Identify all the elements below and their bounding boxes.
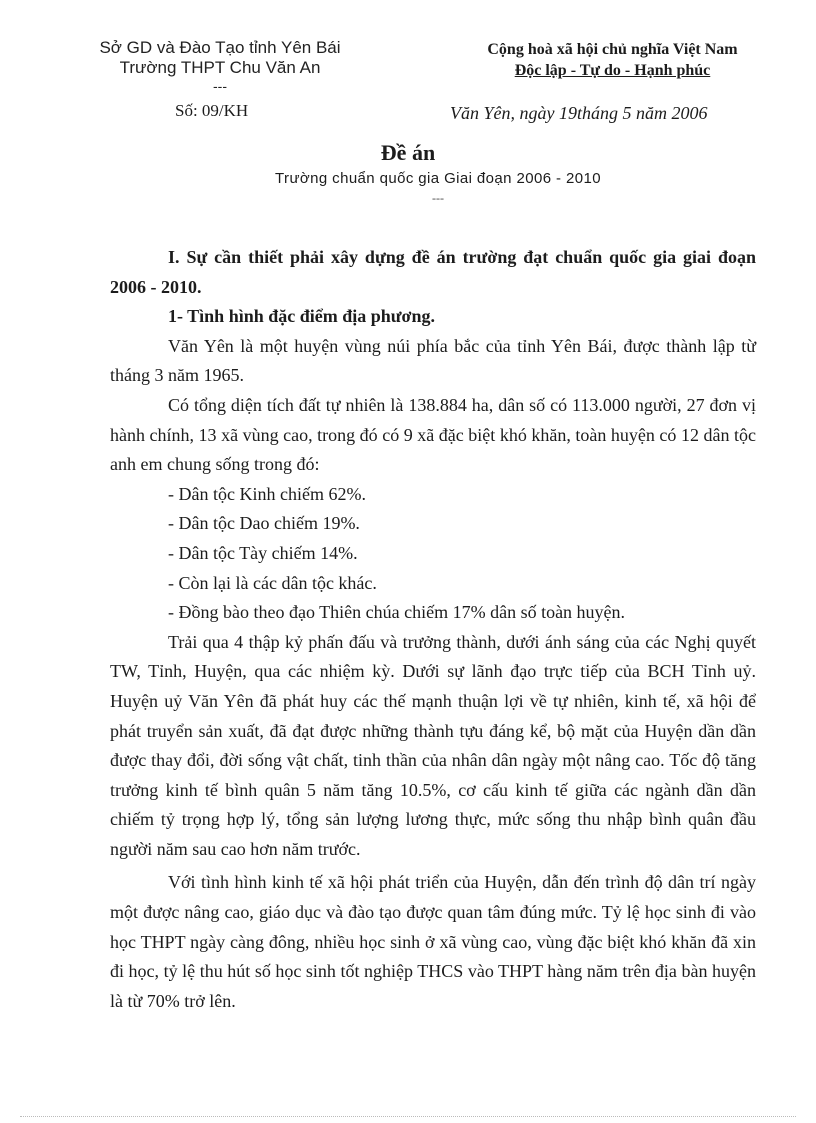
department-name: Sở GD và Đào Tạo tỉnh Yên Bái [99,38,341,57]
bullet-item: - Còn lại là các dân tộc khác. [168,572,377,593]
issuing-authority [70,38,370,94]
bullet-item: - Dân tộc Dao chiếm 19%. [168,513,360,534]
paragraph: Có tổng diện tích đất tự nhiên là 138.884 ha, dân số có 113.000 người, 27 đơn vị hành chính, 13 xã vùng cao, trong đó có 9 xã đặc biệt khó khăn, toàn huyện có 12 dân tộc anh em chung sống trong đó: [110,394,756,475]
bullet-item: - Dân tộc Kinh chiếm 62%. [168,483,366,504]
section-heading: I. Sự cần thiết phải xây dựng đề án trường đạt chuẩn quốc gia giai đoạn 2006 - 2010. [110,247,756,297]
document-title: Đề án [380,140,436,165]
bullet-item: - Đồng bào theo đạo Thiên chúa chiếm 17% dân số toàn huyện. [168,602,626,623]
subsection-heading: 1- Tình hình đặc điểm địa phương. [168,306,436,327]
national-motto [455,39,770,81]
header-separator: --- [213,78,227,94]
school-name: Trường THPT Chu Văn An [119,58,321,77]
document-number: Số: 09/KH [175,101,249,120]
document-body [110,243,756,1016]
country-name: Cộng hoà xã hội chủ nghĩa Việt Nam [487,41,738,58]
place-and-date: Văn Yên, ngày 19tháng 5 năm 2006 [450,103,708,123]
paragraph: Trải qua 4 thập kỷ phấn đấu và trưởng thành, dưới ánh sáng của các Nghị quyết TW, Tỉnh, Huyện, qua các nhiệm kỳ. Dưới sự lãnh đạo trực tiếp của BCH Tỉnh uỷ. Huyện uỷ Văn Yên đã phát huy các thế mạnh thuận lợi về tự nhiên, kinh tế, xã hội để phát truyển sản xuất, đã đạt được những thành tựu đáng kể, bộ mặt của Huyện dần dần được thay đổi, đời sống vật chất, tinh thần của nhân dân ngày một nâng cao. Tốc độ tăng trưởng kinh tế bình quân 5 năm tăng 10.5%, cơ cấu kinh tế giữa các ngành dần dần chiếm tỷ trọng hợp lý, tổng sản lượng lương thực, mức sống thu nhập bình quân đầu người năm sau cao hơn năm trước. [110,631,756,859]
paragraph: Văn Yên là một huyện vùng núi phía bắc của tỉnh Yên Bái, được thành lập từ tháng 3 năm 1965. [110,335,756,386]
bullet-item: - Dân tộc Tày chiếm 14%. [168,542,358,563]
motto-line: Độc lập - Tự do - Hạnh phúc [514,62,711,79]
document-subtitle: Trường chuẩn quốc gia Giai đoạn 2006 - 2010 [275,170,601,187]
page-bottom-divider [20,1116,796,1117]
paragraph: Với tình hình kinh tế xã hội phát triển của Huyện, dẫn đến trình độ dân trí ngày một được nâng cao, giáo dục và đào tạo được quan tâm đúng mức. Tỷ lệ học sinh đi vào học THPT ngày càng đông, nhiều học sinh ở xã vùng cao, vùng đặc biệt khó khăn đã xin đi học, tỷ lệ thu hút số học sinh tốt nghiệp THCS vào THPT hàng năm trên địa bàn huyện là từ 70% trở lên. [110,872,756,1011]
title-separator: --- [432,191,444,205]
